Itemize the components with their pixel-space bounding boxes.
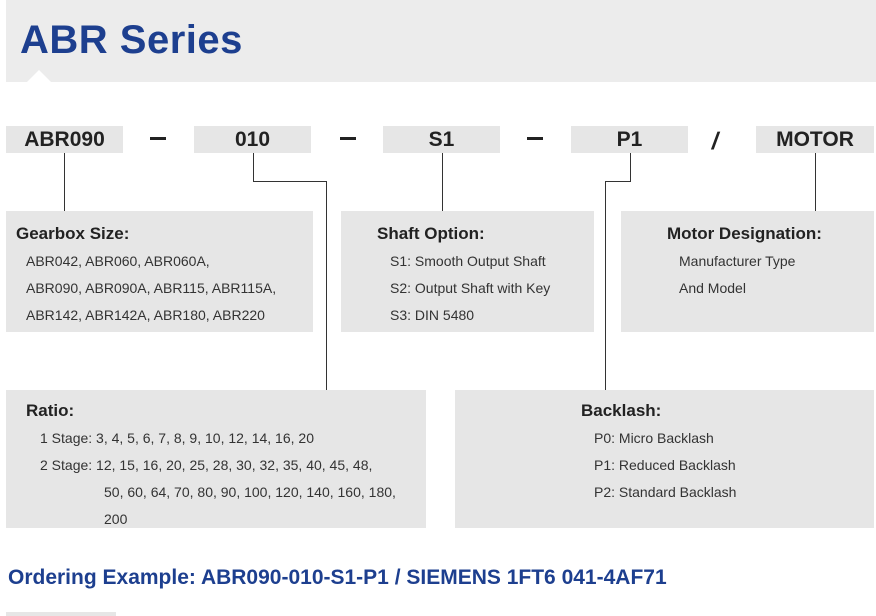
ratio-line: 50, 60, 64, 70, 80, 90, 100, 120, 140, 160, 180, <box>104 484 396 500</box>
code-dash <box>527 137 543 140</box>
gearbox-size-line: ABR142, ABR142A, ABR180, ABR220 <box>26 307 265 323</box>
motor-designation-line: And Model <box>679 280 746 296</box>
ordering-example: Ordering Example: ABR090-010-S1-P1 / SIEMENS 1FT6 041-4AF71 <box>8 566 667 589</box>
ratio-title: Ratio: <box>26 401 75 420</box>
ratio-line: 200 <box>104 511 128 527</box>
gearbox-size-title: Gearbox Size: <box>16 224 130 243</box>
gearbox-size-line: ABR042, ABR060, ABR060A, <box>26 253 210 269</box>
code-dash <box>340 137 356 140</box>
connector-backlash <box>605 181 606 390</box>
backlash-title: Backlash: <box>581 401 662 420</box>
code-dash <box>150 137 166 140</box>
connector-backlash <box>605 181 631 182</box>
shaft-option-line: S3: DIN 5480 <box>390 307 475 323</box>
connector-ratio <box>326 181 327 390</box>
ratio-line: 1 Stage: 3, 4, 5, 6, 7, 8, 9, 10, 12, 14, 16, 20 <box>40 430 314 446</box>
code-motor: MOTOR <box>756 126 874 153</box>
header-notch <box>27 70 51 82</box>
code-size: ABR090 <box>6 126 123 153</box>
connector-motor <box>815 153 816 211</box>
footer-bar <box>6 612 116 616</box>
page-title: ABR Series <box>20 18 243 62</box>
motor-designation-line: Manufacturer Type <box>679 253 796 269</box>
shaft-option-title: Shaft Option: <box>377 224 485 243</box>
shaft-option-line: S1: Smooth Output Shaft <box>390 253 546 269</box>
code-ratio: 010 <box>194 126 311 153</box>
connector-backlash <box>630 153 631 182</box>
backlash-line: P1: Reduced Backlash <box>594 457 736 473</box>
code-shaft: S1 <box>383 126 500 153</box>
code-slash: / <box>709 128 722 155</box>
connector-size <box>64 153 65 211</box>
code-backlash: P1 <box>571 126 688 153</box>
connector-shaft <box>442 153 443 211</box>
connector-ratio <box>253 181 327 182</box>
connector-ratio <box>253 153 254 182</box>
shaft-option-line: S2: Output Shaft with Key <box>390 280 551 296</box>
motor-designation-title: Motor Designation: <box>667 224 822 243</box>
ratio-line: 2 Stage: 12, 15, 16, 20, 25, 28, 30, 32, 35, 40, 45, 48, <box>40 457 373 473</box>
backlash-line: P0: Micro Backlash <box>594 430 714 446</box>
gearbox-size-line: ABR090, ABR090A, ABR115, ABR115A, <box>26 280 277 296</box>
backlash-line: P2: Standard Backlash <box>594 484 737 500</box>
